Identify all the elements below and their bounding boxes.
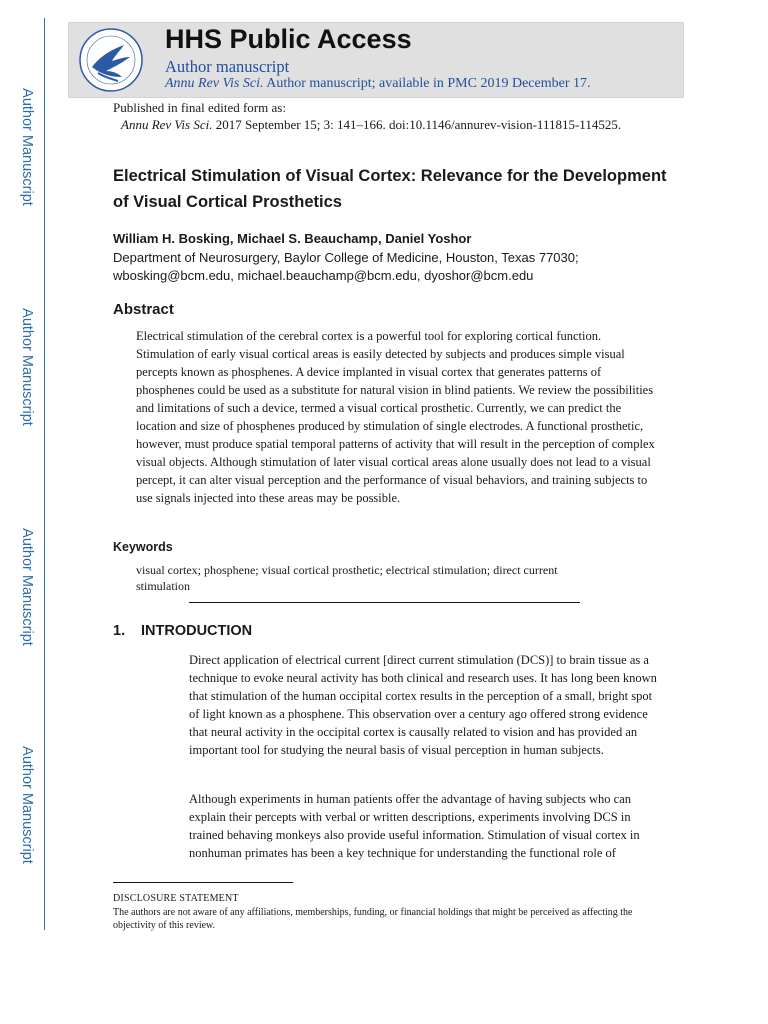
- availability-text: Author manuscript; available in PMC 2019 December 17.: [263, 76, 591, 91]
- published-journal: Annu Rev Vis Sci.: [121, 117, 213, 132]
- side-label-4: Author Manuscript: [19, 746, 35, 864]
- side-label-3: Author Manuscript: [19, 528, 35, 646]
- journal-name: Annu Rev Vis Sci.: [165, 76, 264, 91]
- keywords-heading: Keywords: [113, 540, 173, 554]
- hhs-eagle-logo-icon: [78, 27, 144, 93]
- author-emails[interactable]: wbosking@bcm.edu, michael.beauchamp@bcm.edu, dyoshor@bcm.edu: [113, 268, 534, 283]
- disclosure-heading: DISCLOSURE STATEMENT: [113, 893, 239, 904]
- section-number: 1.: [113, 623, 126, 639]
- published-label: Published in final edited form as:: [113, 100, 286, 115]
- section-title: INTRODUCTION: [141, 623, 253, 639]
- article-title: Electrical Stimulation of Visual Cortex: Relevance for the Development of Visual Cortical Prosthetics: [113, 167, 667, 211]
- author-list: William H. Bosking, Michael S. Beauchamp, Daniel Yoshor: [113, 231, 472, 246]
- margin-rule: [44, 18, 45, 930]
- introduction-heading: [113, 623, 252, 639]
- section-divider: [189, 602, 580, 603]
- disclosure-text: The authors are not aware of any affiliations, memberships, funding, or financial holdings that might be perceived as affecting the objectivity of this review.: [113, 907, 633, 931]
- footnote-divider: [113, 882, 293, 883]
- published-citation: [121, 117, 621, 133]
- side-label-1: Author Manuscript: [19, 88, 35, 206]
- side-label-2: Author Manuscript: [19, 308, 35, 426]
- abstract-heading: Abstract: [113, 301, 174, 318]
- abstract-text: Electrical stimulation of the cerebral cortex is a powerful tool for exploring cortical function. Stimulation of early visual cortical areas is easily detected by subjects and produces simple visual percepts known as phosphenes. A device implanted in visual cortex that generates patterns of phosphenes could be used as a substitute for natural vision in blind patients. We review the possibilities and limitations of such a device, termed a visual cortical prosthetic. Currently, we can predict the location and size of phosphenes produced by stimulation of single electrodes. A functional prosthetic, however, must produce spatial temporal patterns of activity that will result in the perception of complex visual objects. Although stimulation of later visual cortical areas alone usually does not lead to a visual percept, it can alter visual perception and the performance of visual behaviors, and training subjects to use signals injected into these areas may be possible.: [136, 329, 655, 505]
- affiliation: Department of Neurosurgery, Baylor College of Medicine, Houston, Texas 77030;: [113, 250, 579, 265]
- intro-paragraph-1: Direct application of electrical current [direct current stimulation (DCS)] to brain tissue as a technique to evoke neural activity has both clinical and research uses. It has long been known that stimulation of the human occipital cortex results in the perception of a small, bright spot of light known as a phosphene. This observation over a century ago offered strong evidence that neural activity in the occipital cortex is causally related to vision and has provided an important tool for studying the neural basis of visual perception in human subjects.: [189, 653, 657, 757]
- intro-paragraph-2: Although experiments in human patients offer the advantage of having subjects who can explain their percepts with verbal or written descriptions, experiments involving DCS in trained behaving monkeys also provide useful information. Stimulation of visual cortex in nonhuman primates has been a key technique for understanding the functional role of: [189, 792, 640, 860]
- manuscript-label: Author manuscript: [165, 57, 290, 76]
- hhs-title: HHS Public Access: [165, 24, 412, 54]
- keywords-text: visual cortex; phosphene; visual cortical prosthetic; electrical stimulation; direct current stimulation: [136, 563, 558, 593]
- availability-line: [165, 76, 591, 92]
- published-details: 2017 September 15; 3: 141–166. doi:10.1146/annurev-vision-111815-114525.: [212, 117, 622, 132]
